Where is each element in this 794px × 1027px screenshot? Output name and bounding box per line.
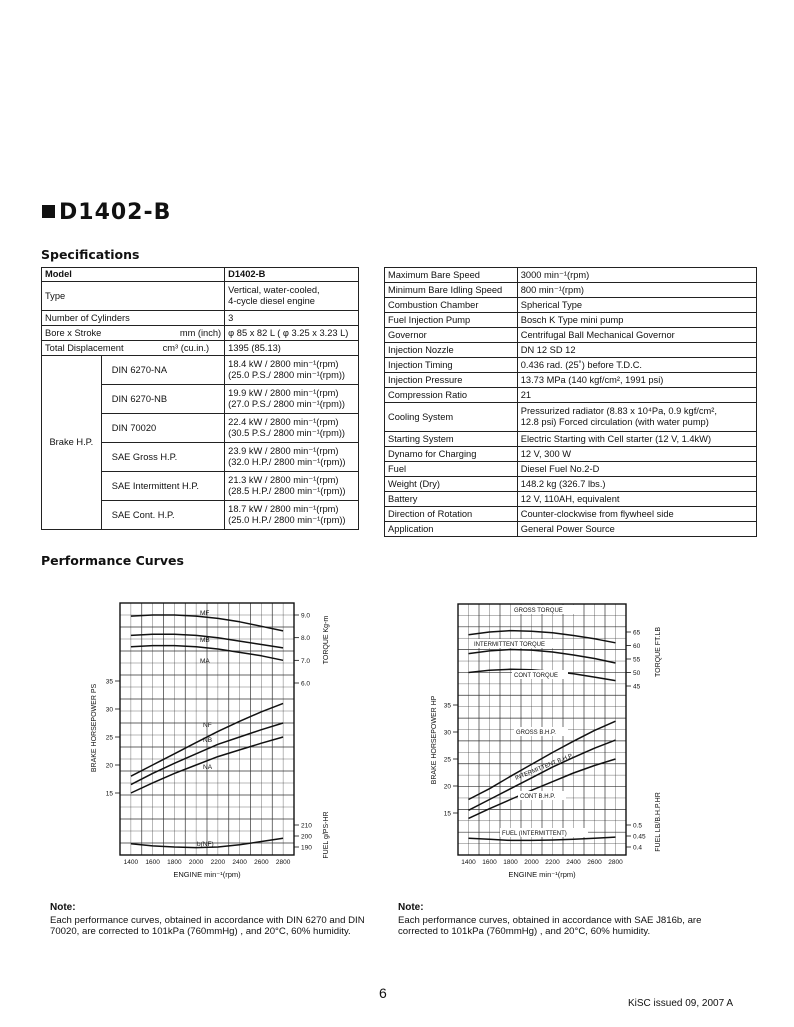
series-label-nf: NF bbox=[203, 722, 212, 729]
x-tick-label: 2800 bbox=[275, 859, 291, 866]
specifications-heading: Specifications bbox=[41, 247, 140, 262]
performance-heading: Performance Curves bbox=[41, 553, 184, 568]
spec-bore-unit: mm (inch) bbox=[179, 327, 222, 338]
brake-std: SAE Gross H.P. bbox=[101, 443, 224, 472]
brake-value-line-1: 22.4 kW / 2800 min⁻¹(rpm) bbox=[228, 417, 339, 428]
x-tick-label: 1600 bbox=[482, 859, 497, 866]
note-right-title: Note: bbox=[398, 902, 424, 913]
note-right bbox=[398, 902, 718, 938]
spec-right-value: 800 min⁻¹(rpm) bbox=[517, 283, 756, 298]
brake-value-line-2: (28.5 H.P./ 2800 min⁻¹(rpm)) bbox=[228, 486, 346, 496]
x-tick-label: 1600 bbox=[145, 859, 160, 866]
brake-value-line-2: (32.0 H.P./ 2800 min⁻¹(rpm)) bbox=[228, 457, 346, 467]
fuel-tick-label: 0.45 bbox=[633, 833, 646, 841]
issued-label: KiSC issued 09, 2007 A bbox=[628, 998, 734, 1009]
spec-right-label: Injection Pressure bbox=[385, 373, 518, 388]
spec-disp-label bbox=[42, 341, 225, 356]
hp-tick-label: 20 bbox=[443, 783, 451, 791]
x-tick-label: 2800 bbox=[608, 859, 623, 866]
brake-value-line-1: 19.9 kW / 2800 min⁻¹(rpm) bbox=[228, 388, 339, 399]
x-tick-label: 1400 bbox=[123, 859, 139, 866]
hp-tick-label: 15 bbox=[443, 810, 451, 818]
spec-right-value: 0.436 rad. (25˚) before T.D.C. bbox=[517, 358, 756, 373]
fuel-axis-label: FUEL LB/B.H.P.HR bbox=[655, 792, 662, 852]
x-axis-label: ENGINE min⁻¹(rpm) bbox=[508, 870, 576, 879]
spec-right-value-line-1: Pressurized radiator (8.83 x 10⁴Pa, 0.9 kgf/cm², bbox=[520, 406, 717, 417]
x-tick-label: 2000 bbox=[188, 859, 204, 866]
series-label-gh: GROSS B.H.P. bbox=[516, 730, 556, 736]
brake-value-line-2: (30.5 P.S./ 2800 min⁻¹(rpm)) bbox=[228, 428, 346, 438]
spec-disp-value: 1395 (85.13) bbox=[225, 341, 359, 356]
series-label-mf: MF bbox=[200, 610, 210, 617]
fuel-tick-label: 200 bbox=[301, 833, 312, 841]
fuel-tick-label: 190 bbox=[301, 844, 312, 852]
note-left bbox=[50, 902, 370, 938]
hp-tick-label: 30 bbox=[443, 729, 451, 737]
x-tick-label: 2200 bbox=[210, 859, 226, 866]
spec-type-value bbox=[225, 282, 359, 311]
x-tick-label: 1800 bbox=[503, 859, 518, 866]
spec-right-label: Cooling System bbox=[385, 403, 518, 432]
spec-disp-unit: cm³ (cu.in.) bbox=[162, 342, 210, 353]
spec-right-label: Minimum Bare Idling Speed bbox=[385, 283, 518, 298]
brake-std: SAE Cont. H.P. bbox=[101, 501, 224, 530]
torque-tick-label: 65 bbox=[633, 629, 641, 637]
performance-chart-sae bbox=[420, 582, 700, 890]
brake-std: DIN 6270-NB bbox=[101, 385, 224, 414]
x-axis-label: ENGINE min⁻¹(rpm) bbox=[173, 870, 241, 879]
spec-header-value: D1402-B bbox=[225, 268, 359, 282]
brake-value bbox=[225, 385, 359, 414]
spec-right-value: Spherical Type bbox=[517, 298, 756, 313]
spec-right-label: Injection Nozzle bbox=[385, 343, 518, 358]
hp-tick-label: 25 bbox=[443, 756, 451, 764]
spec-bore-text: Bore x Stroke bbox=[45, 327, 102, 338]
page-number: 6 bbox=[379, 985, 387, 1001]
spec-right-value: DN 12 SD 12 bbox=[517, 343, 756, 358]
spec-right-value: 21 bbox=[517, 388, 756, 403]
hp-tick-label: 35 bbox=[105, 678, 113, 686]
spec-bore-label bbox=[42, 326, 225, 341]
brake-std: DIN 6270-NA bbox=[101, 356, 224, 385]
spec-table-right bbox=[384, 267, 757, 537]
spec-right-value: 3000 min⁻¹(rpm) bbox=[517, 268, 756, 283]
torque-tick-label: 60 bbox=[633, 643, 641, 650]
spec-bore-value: φ 85 x 82 L ( φ 3.25 x 3.23 L) bbox=[225, 326, 359, 341]
series-label-bf: b(NF) bbox=[197, 841, 214, 848]
spec-cylinders-label: Number of Cylinders bbox=[42, 311, 225, 326]
torque-tick-label: 7.0 bbox=[301, 657, 311, 665]
series-label-ch: CONT B.H.P. bbox=[520, 794, 556, 800]
spec-right-label: Combustion Chamber bbox=[385, 298, 518, 313]
torque-tick-label: 8.0 bbox=[301, 635, 311, 643]
spec-cylinders-value: 3 bbox=[225, 311, 359, 326]
spec-right-label: Injection Timing bbox=[385, 358, 518, 373]
series-label-gt: GROSS TORQUE bbox=[514, 608, 563, 614]
x-tick-label: 2600 bbox=[587, 859, 602, 866]
spec-right-value: Centrifugal Ball Mechanical Governor bbox=[517, 328, 756, 343]
brake-value bbox=[225, 472, 359, 501]
fuel-tick-label: 210 bbox=[301, 822, 312, 830]
spec-right-label: Battery bbox=[385, 492, 518, 507]
spec-type-label: Type bbox=[42, 282, 225, 311]
brake-value-line-1: 18.4 kW / 2800 min⁻¹(rpm) bbox=[228, 359, 339, 370]
spec-right-label: Maximum Bare Speed bbox=[385, 268, 518, 283]
spec-right-value: Bosch K Type mini pump bbox=[517, 313, 756, 328]
brake-value-line-1: 23.9 kW / 2800 min⁻¹(rpm) bbox=[228, 446, 339, 457]
torque-tick-label: 55 bbox=[633, 656, 641, 664]
x-tick-label: 2000 bbox=[524, 859, 539, 866]
x-tick-label: 1400 bbox=[461, 859, 476, 866]
spec-right-value-line-2: 12.8 psi) Forced circulation (with water pump) bbox=[520, 417, 709, 427]
series-label-ih: INTERMITTENT B.H.P. bbox=[514, 753, 575, 782]
hp-axis-label: BRAKE HORSEPOWER PS bbox=[91, 683, 98, 773]
brake-value bbox=[225, 356, 359, 385]
spec-right-value bbox=[517, 403, 756, 432]
spec-right-value: General Power Source bbox=[517, 522, 756, 537]
spec-right-label: Weight (Dry) bbox=[385, 477, 518, 492]
brake-value-line-1: 18.7 kW / 2800 min⁻¹(rpm) bbox=[228, 504, 339, 515]
spec-right-value: Counter-clockwise from flywheel side bbox=[517, 507, 756, 522]
series-label-mb: MB bbox=[200, 637, 210, 644]
spec-right-label: Fuel bbox=[385, 462, 518, 477]
square-bullet-icon bbox=[42, 205, 55, 218]
spec-table-left bbox=[41, 267, 359, 530]
spec-disp-text: Total Displacement bbox=[45, 342, 124, 353]
brake-value-line-2: (25.0 P.S./ 2800 min⁻¹(rpm)) bbox=[228, 370, 346, 380]
hp-tick-label: 20 bbox=[105, 762, 113, 770]
hp-tick-label: 35 bbox=[443, 702, 451, 710]
brake-std: SAE Intermittent H.P. bbox=[101, 472, 224, 501]
spec-brake-label: Brake H.P. bbox=[42, 356, 102, 530]
performance-chart-din bbox=[82, 585, 368, 889]
note-left-text: Each performance curves, obtained in accordance with DIN 6270 and DIN 70020, are corrected to 101kPa (760mmHg) , and 20°C, 60% humidity. bbox=[50, 914, 365, 938]
spec-right-label: Application bbox=[385, 522, 518, 537]
torque-axis-label: TORQUE FT.LB bbox=[655, 626, 662, 678]
hp-tick-label: 30 bbox=[105, 706, 113, 714]
spec-right-value: 12 V, 300 W bbox=[517, 447, 756, 462]
torque-tick-label: 45 bbox=[633, 683, 641, 691]
spec-right-value: Diesel Fuel No.2-D bbox=[517, 462, 756, 477]
torque-tick-label: 9.0 bbox=[301, 612, 311, 620]
brake-value-line-2: (27.0 P.S./ 2800 min⁻¹(rpm)) bbox=[228, 399, 346, 409]
model-title bbox=[42, 200, 171, 225]
torque-tick-label: 6.0 bbox=[301, 680, 311, 688]
brake-value-line-2: (25.0 H.P./ 2800 min⁻¹(rpm)) bbox=[228, 515, 346, 525]
spec-right-value: Electric Starting with Cell starter (12 V, 1.4kW) bbox=[517, 432, 756, 447]
x-tick-label: 2600 bbox=[254, 859, 269, 866]
spec-type-line-1: Vertical, water-cooled, bbox=[228, 285, 320, 296]
hp-tick-label: 25 bbox=[105, 734, 113, 742]
fuel-axis-label: FUEL g/PS-HR bbox=[323, 811, 330, 859]
x-tick-label: 2400 bbox=[232, 859, 247, 866]
brake-value bbox=[225, 443, 359, 472]
spec-right-value: 12 V, 110AH, equivalent bbox=[517, 492, 756, 507]
series-label-ct: CONT TORQUE bbox=[514, 673, 559, 679]
spec-right-value: 13.73 MPa (140 kgf/cm², 1991 psi) bbox=[517, 373, 756, 388]
x-tick-label: 1800 bbox=[167, 859, 182, 866]
series-label-fi: FUEL (INTERMITTENT) bbox=[502, 831, 567, 837]
spec-right-label: Compression Ratio bbox=[385, 388, 518, 403]
series-label-ma: MA bbox=[200, 658, 210, 665]
x-tick-label: 2400 bbox=[566, 859, 581, 866]
hp-tick-label: 15 bbox=[105, 790, 113, 798]
note-left-title: Note: bbox=[50, 902, 76, 913]
series-label-nb: NB bbox=[203, 737, 213, 744]
spec-right-label: Starting System bbox=[385, 432, 518, 447]
note-right-text: Each performance curves, obtained in accordance with SAE J816b, are corrected to 101kPa (760mmHg) , and 20°C, 60% humidity. bbox=[398, 914, 702, 938]
spec-right-label: Dynamo for Charging bbox=[385, 447, 518, 462]
series-label-na: NA bbox=[203, 764, 213, 771]
spec-right-label: Direction of Rotation bbox=[385, 507, 518, 522]
spec-right-label: Fuel Injection Pump bbox=[385, 313, 518, 328]
torque-tick-label: 50 bbox=[633, 670, 641, 677]
torque-axis-label: TORQUE Kg-m bbox=[323, 615, 330, 665]
fuel-tick-label: 0.4 bbox=[633, 844, 643, 852]
brake-std: DIN 70020 bbox=[101, 414, 224, 443]
brake-value bbox=[225, 414, 359, 443]
hp-axis-label: BRAKE HORSEPOWER HP bbox=[431, 695, 438, 785]
model-title-text: D1402-B bbox=[59, 200, 172, 225]
brake-value-line-1: 21.3 kW / 2800 min⁻¹(rpm) bbox=[228, 475, 339, 486]
spec-right-label: Governor bbox=[385, 328, 518, 343]
spec-type-line-2: 4-cycle diesel engine bbox=[228, 296, 315, 306]
spec-right-value: 148.2 kg (326.7 lbs.) bbox=[517, 477, 756, 492]
brake-value bbox=[225, 501, 359, 530]
fuel-tick-label: 0.5 bbox=[633, 822, 643, 830]
spec-header-label: Model bbox=[42, 268, 225, 282]
x-tick-label: 2200 bbox=[545, 859, 560, 866]
series-label-it: INTERMITTENT TORQUE bbox=[474, 642, 546, 648]
